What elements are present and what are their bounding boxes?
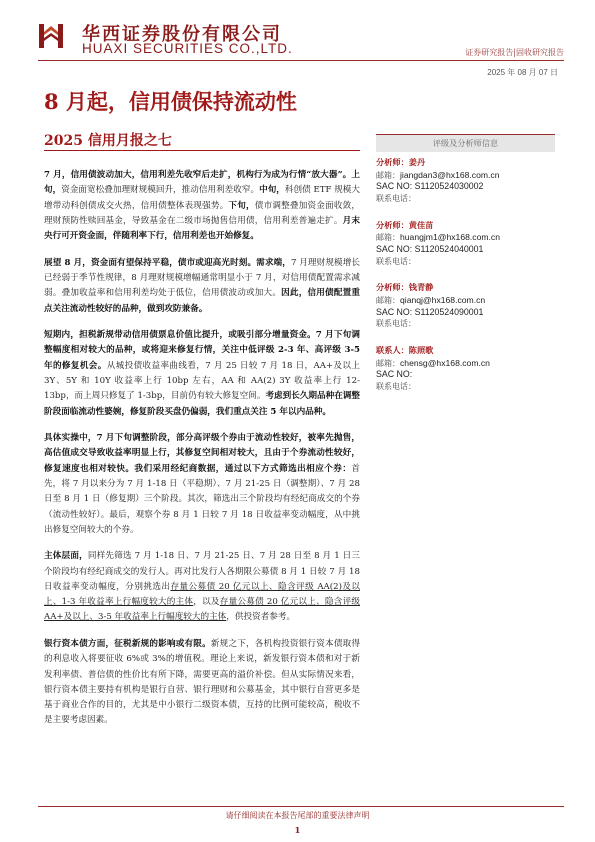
- analyst-sidebar: [376, 134, 555, 406]
- analyst-email[interactable]: 邮箱：huangjm1@hx168.com.cn: [376, 232, 500, 243]
- contact-email[interactable]: 邮箱：chensg@hx168.com.cn: [376, 357, 490, 368]
- subtitle-divider: [44, 150, 360, 151]
- analyst-card: [376, 156, 555, 205]
- analyst-name: 分析师：钱青静: [376, 282, 434, 293]
- analyst-name: 分析师：姜丹: [376, 157, 426, 167]
- contact-name: 联系人：陈照歌: [376, 344, 434, 355]
- paragraph-bank-capital-bonds: 银行资本债方面，征税新规的影响或有限。新规之下，各机构投资银行资本债取得的利息收入将要征收 6%或 3%的增值税。理论上来说，新发银行资本债和对于新发利率债、普信债的性价比有所下降，需要更高的溢价补偿。但从实际情况来看，银行资本债主要持有机构是银行自营、银行理财和公募基金，其中银行自营更多是基于商业合作的目的，尤其是中小银行二级资本债，互持的比例可能较高，税收不是主要考虑因素。: [44, 638, 360, 726]
- header-divider: [38, 60, 564, 61]
- contact-phone: 联系电话：: [376, 381, 416, 391]
- paragraph-july-review: 7 月，信用债波动加大，信用利差先收窄后走扩，机构行为成为行情“放大器”。上旬，资金面宽松叠加理财规模回升，推动信用利差收窄。中旬，科创债 ETF 规模大增带动科创债成交火热，信用债整体表现强势。下旬，债市调整叠加资金面收敛，理财预防性赎回基金，导致基金在二级市场抛售信用债，信用利差普遍走扩。月末央行可开资金面，伴随利率下行，信用利差也开始修复。: [44, 170, 360, 242]
- analyst-card: [376, 219, 555, 268]
- report-title: 8 月起，信用债保持流动性: [44, 89, 297, 114]
- footer-divider: [38, 806, 564, 807]
- analyst-phone: 联系电话：: [376, 319, 416, 329]
- analyst-phone: 联系电话：: [376, 256, 416, 266]
- analyst-sac: SAC NO: S1120524090001: [376, 306, 484, 317]
- company-name-en: HUAXI SECURITIES CO.,LTD.: [82, 41, 293, 56]
- contact-card: [376, 344, 555, 393]
- analyst-sac: SAC NO: S1120524040001: [376, 243, 484, 254]
- huaxi-logo-icon: [38, 22, 64, 50]
- page-number: 1: [294, 826, 301, 836]
- analyst-name: 分析师：黄佳苗: [376, 219, 434, 230]
- analyst-sac: SAC NO: S1120524030002: [376, 181, 484, 192]
- analyst-email[interactable]: 邮箱：qianqj@hx168.com.cn: [376, 294, 486, 305]
- company-name-cn: 华西证券股份有限公司: [82, 24, 282, 45]
- legal-notice: 请仔细阅读在本报告尾部的重要法律声明: [225, 811, 370, 820]
- report-date: 2025 年 08 月 07 日: [487, 68, 558, 77]
- analyst-phone: 联系电话：: [376, 193, 416, 203]
- paragraph-practice: 具体实操中，7 月下旬调整阶段，部分高评级个券由于流动性较好，被率先抛售，高估值成交导致收益率明显上行，其修复空间相对较大，且由于个券流动性较好，修复速度也相对较快。我们采用经纪商数据，通过以下方式筛选出相应个券：首先，将 7 月以来分为 7 月 1-18 日（平稳期）、7 月 21-25 日（调整期）、7 月 28 日至 8 月 1 日（修复期）三个阶段。其次，筛选出三个阶段均有经纪商成交的个券（流动性较好）。最后，观察个券 8 月 1 日较 7 月 18 日收益率变动幅度，从中挑出修复空间较大的个券。: [44, 433, 360, 535]
- report-subtitle: 2025 信用月报之七: [44, 133, 172, 149]
- analyst-email[interactable]: 邮箱：jiangdan3@hx168.com.cn: [376, 169, 500, 180]
- report-body: [44, 168, 360, 740]
- sidebar-heading: 评级及分析师信息: [376, 134, 555, 152]
- paragraph-august-outlook: 展望 8 月，资金面有望保持平稳，债市或迎高光时刻。需求端，7 月理财规模增长已经弱于季节性规律，8 月理财规模增幅通常明显小于 7 月，对信用债配置需求减弱。叠加收益率和信用利差均处于低位，信用债波动或加大。因此，信用债配置重点关注流动性较好的品种，做到攻防兼备。: [44, 257, 361, 314]
- analyst-card: [376, 281, 555, 330]
- contact-sac: SAC NO:: [376, 369, 413, 380]
- paragraph-issuer-level: 主体层面，同样先筛选 7 月 1-18 日、7 月 21-25 日、7 月 28 日至 8 月 1 日三个阶段均有经纪商成交的发行人。再对比发行人各期限公募债 8 月 1 日较 7 月 18 日收益率变动幅度，分别挑选出存量公募债 20 亿元以上、隐含评级 AA(2)及以上、1-3 年收益率上行幅度较大的主体，以及存量公募债 20 亿元以上、隐含评级 AA+及以上、3-5 年收益率上行幅度较大的主体，供投资者参考。: [44, 551, 360, 623]
- paragraph-short-term: 短期内，担税新规带动信用债票息价值比提升，或吸引部分增量资金。7 月下旬调整幅度相对较大的品种，或将迎来修复行情，关注中低评级 2-3 年、高评级 3-5 年的修复机会。从城投债收益率曲线看，7 月 25 日较 7 月 18 日，AA+及以上 3Y、5Y 和 10Y 收益率上行 10bp 左右，AA 和 AA(2) 3Y 收益率上行 12-13bp，而上周只修复了 1-3bp，目前仍有较大修复空间。考虑到长久期品种在调整阶段面临流动性婆婉，修复阶段买盘仍偏弱，我们重点关注 5 年以内品种。: [44, 330, 360, 417]
- report-type: 证券研究报告|固收研究报告: [465, 48, 564, 57]
